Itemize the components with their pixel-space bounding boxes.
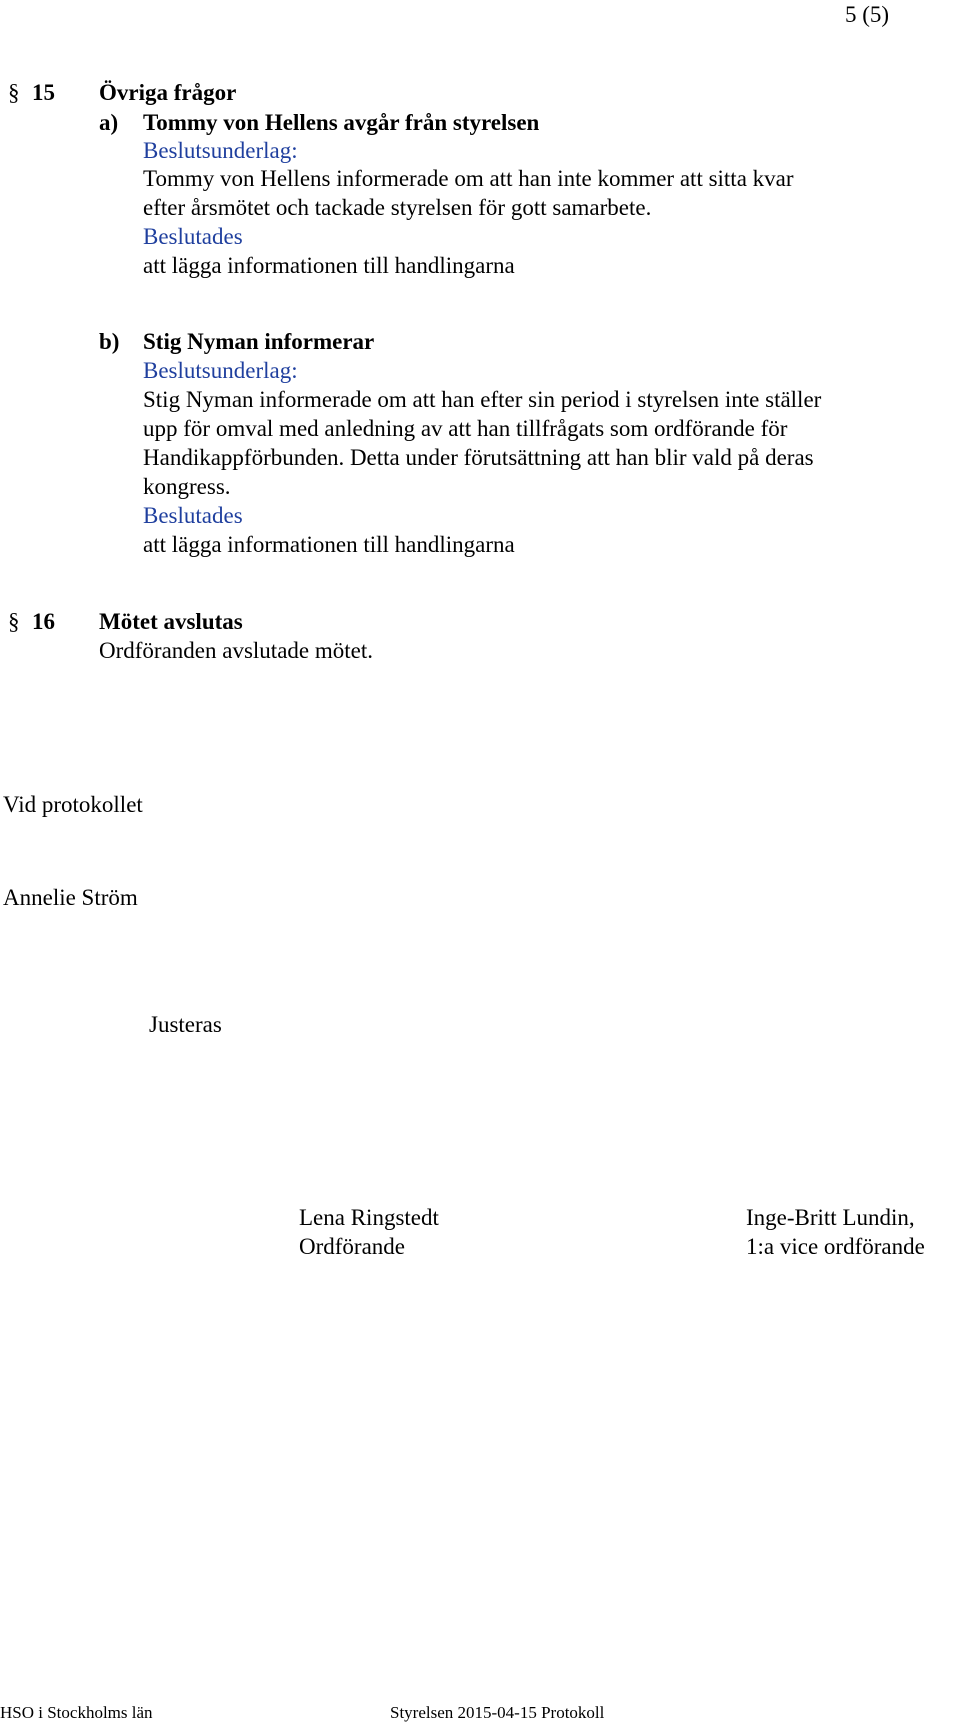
basis-line: upp för omval med anledning av att han tillfrågats som ordförande för bbox=[143, 416, 788, 441]
minutes-label: Vid protokollet bbox=[3, 792, 143, 817]
footer-left: HSO i Stockholms län bbox=[0, 1703, 153, 1722]
basis-line: Tommy von Hellens informerade om att han inte kommer att sitta kvar bbox=[143, 166, 794, 191]
vice-chair-name: Inge-Britt Lundin, bbox=[746, 1205, 915, 1230]
chair-name: Lena Ringstedt bbox=[299, 1205, 439, 1230]
item-letter: a) bbox=[99, 110, 119, 135]
item-letter: b) bbox=[99, 329, 120, 354]
page-number: 5 (5) bbox=[845, 2, 890, 27]
section-number: 16 bbox=[32, 609, 55, 634]
section-sign: § bbox=[8, 609, 20, 634]
basis-line: Handikappförbunden. Detta under förutsättning att han blir vald på deras bbox=[143, 445, 814, 470]
secretary-name: Annelie Ström bbox=[3, 885, 138, 910]
footer-right: Styrelsen 2015-04-15 Protokoll bbox=[390, 1703, 605, 1722]
basis-label: Beslutsunderlag: bbox=[143, 358, 298, 383]
chair-role: Ordförande bbox=[299, 1234, 406, 1259]
basis-line: efter årsmötet och tackade styrelsen för gott samarbete. bbox=[143, 195, 652, 220]
section-sign: § bbox=[8, 80, 20, 105]
section-number: 15 bbox=[32, 80, 55, 105]
vice-chair-role: 1:a vice ordförande bbox=[746, 1234, 925, 1259]
basis-label: Beslutsunderlag: bbox=[143, 138, 298, 163]
section-text: Ordföranden avslutade mötet. bbox=[99, 638, 373, 663]
item-title: Tommy von Hellens avgår från styrelsen bbox=[143, 110, 540, 135]
decided-label: Beslutades bbox=[143, 224, 243, 249]
basis-line: kongress. bbox=[143, 474, 231, 499]
item-title: Stig Nyman informerar bbox=[143, 329, 375, 354]
decision-text: att lägga informationen till handlingarna bbox=[143, 253, 515, 278]
decided-label: Beslutades bbox=[143, 503, 243, 528]
adjusted-label: Justeras bbox=[149, 1012, 222, 1037]
basis-line: Stig Nyman informerade om att han efter sin period i styrelsen inte ställer bbox=[143, 387, 822, 412]
decision-text: att lägga informationen till handlingarna bbox=[143, 532, 515, 557]
section-title: Mötet avslutas bbox=[99, 609, 243, 634]
section-title: Övriga frågor bbox=[99, 80, 237, 105]
